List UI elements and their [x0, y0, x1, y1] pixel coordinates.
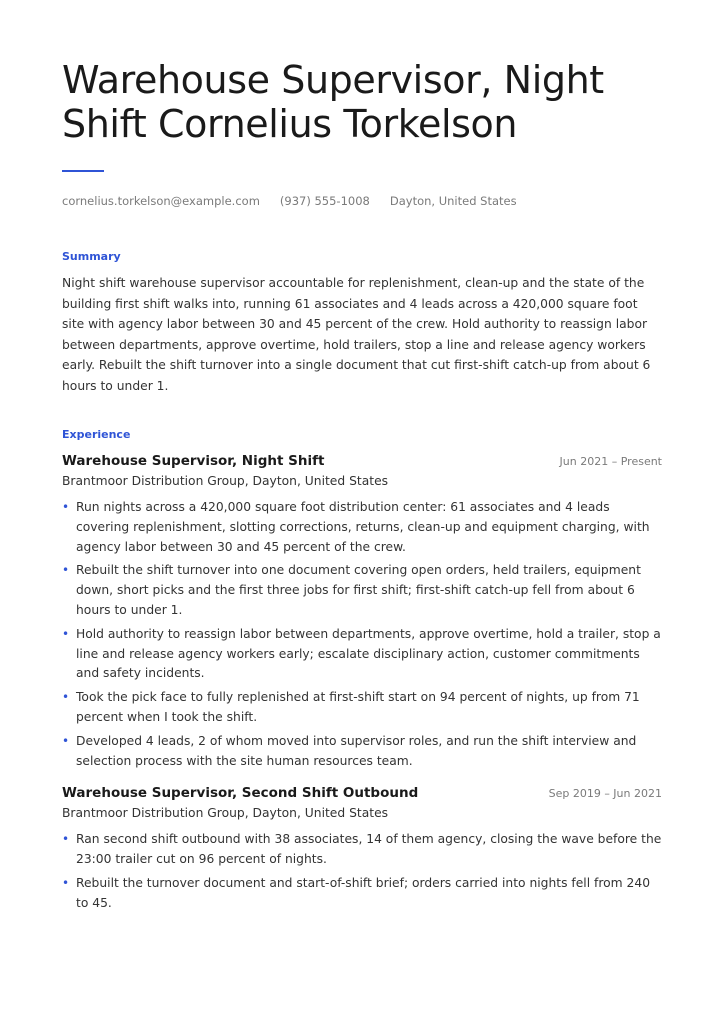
- bullet-dot-icon: •: [62, 563, 70, 578]
- contact-email[interactable]: cornelius.torkelson@example.com: [62, 194, 260, 208]
- job-header: [62, 785, 662, 801]
- job-bullet: [62, 498, 662, 557]
- page-title: Warehouse Supervisor, Night Shift Cornelius Torkelson: [62, 58, 604, 146]
- bullet-dot-icon: •: [62, 832, 70, 847]
- bullet-text: Hold authority to reassign labor between departments, approve overtime, hold a trailer, stop a line and release agency workers early; escalate disciplinary action, customer commitments and safety incidents.: [76, 626, 661, 681]
- experience-heading: Experience: [62, 428, 131, 441]
- job-bullet: [62, 688, 662, 728]
- job-bullet: [62, 830, 662, 870]
- bullet-text: Rebuilt the turnover document and start-of-shift brief; orders carried into nights fell from 240 to 45.: [76, 875, 651, 910]
- summary-heading: Summary: [62, 250, 121, 263]
- job-company: Brantmoor Distribution Group, Dayton, United States: [62, 474, 389, 488]
- job-bullet: [62, 732, 662, 772]
- bullet-dot-icon: •: [62, 690, 70, 705]
- bullet-text: Developed 4 leads, 2 of whom moved into supervisor roles, and run the shift interview and selection process with the site human resources team.: [76, 733, 637, 768]
- bullet-dot-icon: •: [62, 500, 70, 514]
- job-bullet: [62, 874, 662, 914]
- bullet-dot-icon: •: [62, 875, 70, 890]
- job-title: Warehouse Supervisor, Night Shift: [62, 453, 325, 469]
- job-bullet: [62, 625, 662, 684]
- job-bullet: [62, 561, 662, 620]
- job-bullets: [62, 498, 662, 771]
- summary-text: Night shift warehouse supervisor accountable for replenishment, clean-up and the state of the building first shift walks into, running 61 associates and 4 leads across a 420,000 square foot site with agency labor between 30 and 45 percent of the crew. Hold authority to reassign labor between departments, approve overtime, hold trailers, stop a line and release agency workers early. Rebuilt the shift turnover into a single document that cut first-shift catch-up from about 6 hours to under 1.: [62, 276, 651, 393]
- bullet-text: Took the pick face to fully replenished at first-shift start on 94 percent of nights, up from 71 percent when I took the shift.: [76, 690, 640, 724]
- job-bullets: [62, 830, 662, 913]
- bullet-text: Rebuilt the shift turnover into one document covering open orders, held trailers, equipment down, short picks and the first three jobs for first shift; first-shift catch-up fell from about 6 hours to under 1.: [76, 563, 641, 617]
- job-dates: Sep 2019 – Jun 2021: [548, 787, 662, 801]
- bullet-text: Ran second shift outbound with 38 associates, 14 of them agency, closing the wave before the 23:00 trailer cut on 96 percent of nights.: [76, 832, 662, 867]
- contact-phone[interactable]: (937) 555-1008: [279, 194, 370, 208]
- accent-divider: [62, 170, 104, 172]
- job-dates: Jun 2021 – Present: [559, 455, 662, 468]
- job-company: Brantmoor Distribution Group, Dayton, United States: [62, 806, 389, 821]
- contact-line: [62, 194, 662, 208]
- bullet-dot-icon: •: [62, 626, 70, 641]
- job-title: Warehouse Supervisor, Second Shift Outbound: [62, 785, 419, 802]
- bullet-dot-icon: •: [62, 733, 70, 748]
- contact-location: Dayton, United States: [389, 194, 517, 208]
- job-entry: [62, 453, 662, 771]
- job-entry: [62, 785, 662, 913]
- bullet-text: Run nights across a 420,000 square foot distribution center: 61 associates and 4 leads covering replenishment, slotting corrections, returns, clean-up and equipment charging, with agency labor between 30 and 45 percent of the crew.: [76, 500, 650, 554]
- job-header: [62, 453, 662, 469]
